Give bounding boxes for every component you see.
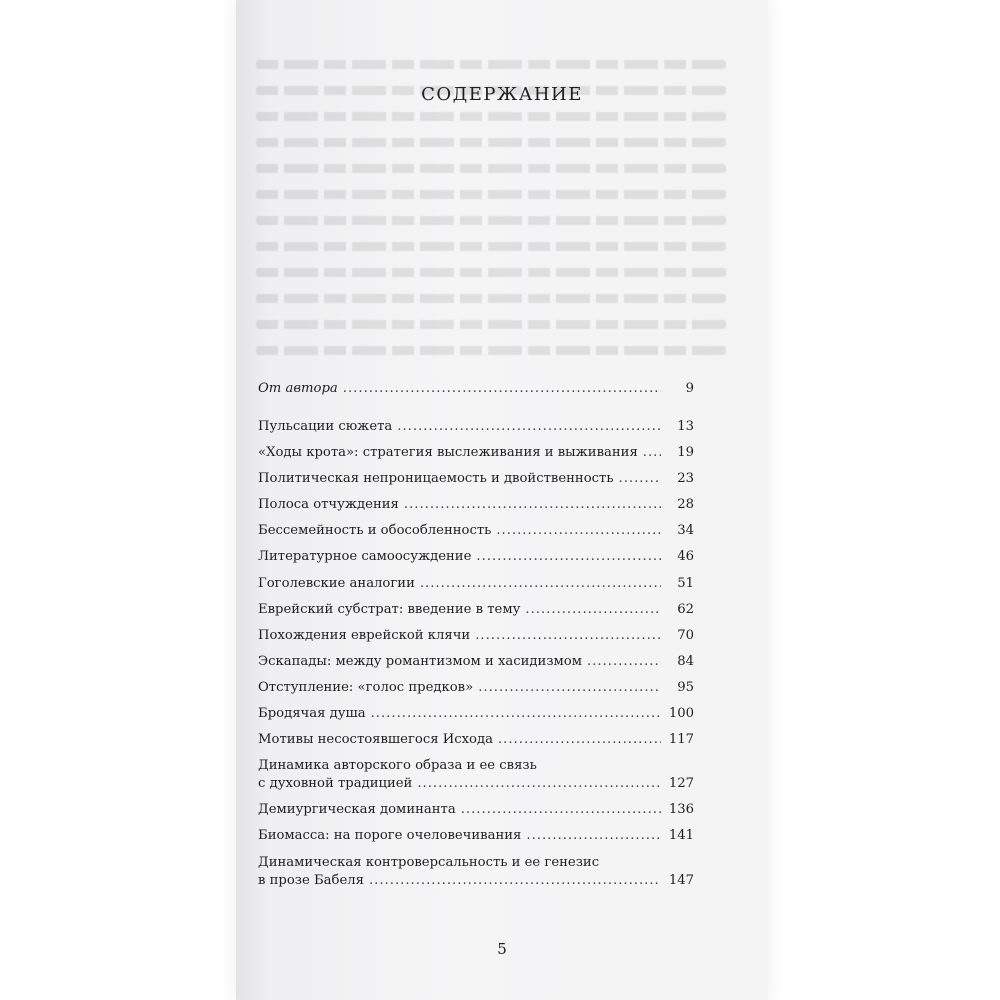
toc-entry-line: [258, 679, 694, 697]
toc-entry-title: Бродячая душа: [258, 706, 366, 722]
dot-leader: [475, 627, 661, 645]
toc-entry-title: Биомасса: на пороге очеловечивания: [258, 828, 522, 844]
toc-page-number: 84: [677, 653, 694, 669]
toc-entry-title: в прозе Бабеля: [258, 872, 364, 888]
book-page: [236, 0, 768, 1000]
dot-leader: [369, 872, 661, 890]
toc-entry-title: Отступление: «голос предков»: [258, 679, 474, 695]
toc-entry: [258, 731, 694, 749]
toc-entry: [258, 418, 694, 436]
dot-leader: [417, 775, 661, 793]
toc-entry-title: Мотивы несостоявшегося Исхода: [258, 732, 493, 748]
toc-entry-title: «Ходы крота»: стратегия выслеживания и выживания: [258, 445, 638, 461]
toc-entry-title: Динамика авторского образа и ее связь: [258, 758, 537, 774]
dot-leader: [496, 522, 661, 540]
toc-entry-line: [258, 470, 694, 488]
dot-leader: [525, 601, 661, 619]
toc-entry: [258, 757, 694, 793]
toc-entry-line: [258, 872, 694, 890]
toc-entry-line: [258, 731, 694, 749]
dot-leader: [476, 548, 661, 566]
toc-entry: [258, 653, 694, 671]
toc-page-number: 141: [668, 828, 694, 844]
dot-leader: [619, 470, 661, 488]
toc-entry-line: [258, 775, 694, 793]
toc-page-number: 100: [668, 706, 694, 722]
dot-leader: [371, 705, 661, 723]
dot-leader: [478, 679, 661, 697]
toc-entry-line: [258, 522, 694, 540]
toc-entry: [258, 548, 694, 566]
toc-entry: [258, 496, 694, 514]
dot-leader: [343, 380, 661, 398]
toc-entry: [258, 522, 694, 540]
toc-page-number: 117: [668, 732, 694, 748]
toc-entry-line: [258, 653, 694, 671]
dot-leader: [420, 575, 661, 593]
toc-entry-line: [258, 627, 694, 645]
dot-leader: [461, 801, 661, 819]
table-of-contents: [258, 380, 694, 898]
toc-entry-title: Динамическая контроверсальность и ее генезис: [258, 854, 600, 870]
toc-entry-line: [258, 444, 694, 462]
toc-page-number: 51: [677, 575, 694, 591]
toc-entry: [258, 679, 694, 697]
toc-entry-line: [258, 601, 694, 619]
toc-entry: [258, 627, 694, 645]
toc-entry-title: Пульсации сюжета: [258, 419, 393, 434]
toc-entry: [258, 705, 694, 723]
dot-leader: [397, 418, 661, 436]
toc-entry-line: [258, 757, 694, 775]
toc-page-number: 23: [677, 471, 694, 487]
toc-page-number: 28: [677, 497, 694, 513]
toc-page-number: 34: [677, 523, 694, 539]
toc-page-number: 46: [677, 549, 694, 565]
toc-entry-line: [258, 575, 694, 593]
toc-entry-line: [258, 854, 694, 872]
toc-entry-line: [258, 801, 694, 819]
toc-entry-title: Бессемейность и обособленность: [258, 523, 492, 539]
toc-entry-line: [258, 418, 694, 436]
toc-entry-line: [258, 705, 694, 723]
dot-leader: [404, 496, 661, 514]
toc-entry-line: [258, 827, 694, 845]
toc-entry-line: [258, 380, 694, 398]
toc-entry: [258, 801, 694, 819]
toc-entry-title: Еврейский субстрат: введение в тему: [258, 601, 521, 617]
toc-page-number: 19: [677, 445, 694, 461]
toc-entry-title: Литературное самоосуждение: [258, 549, 472, 565]
toc-entry: [258, 827, 694, 845]
toc-page-number: 136: [668, 802, 694, 818]
dot-leader: [498, 731, 661, 749]
toc-entry-title: с духовной традицией: [258, 776, 413, 792]
toc-entry: [258, 575, 694, 593]
toc-entry-title: Гоголевские аналогии: [258, 575, 415, 591]
toc-entry-title: Демиургическая доминанта: [258, 802, 456, 818]
toc-entry: [258, 470, 694, 488]
page-number: 5: [497, 940, 507, 958]
toc-entry: [258, 380, 694, 398]
toc-page-number: 70: [677, 627, 694, 643]
dot-leader: [526, 827, 661, 845]
toc-page-number: 9: [685, 381, 694, 396]
toc-page-number: 95: [677, 679, 694, 695]
toc-entry-title: Эскапады: между романтизмом и хасидизмом: [258, 653, 582, 669]
toc-entry-title: Полоса отчуждения: [258, 497, 399, 513]
toc-entry-title: Похождения еврейской клячи: [258, 627, 471, 643]
dot-leader: [643, 444, 661, 462]
page-title: СОДЕРЖАНИЕ: [421, 84, 583, 105]
toc-entry-title: От автора: [258, 381, 338, 396]
toc-page-number: 147: [668, 872, 694, 888]
toc-entry-title: Политическая непроницаемость и двойственность: [258, 471, 614, 487]
dot-leader: [587, 653, 661, 671]
toc-page-number: 13: [677, 419, 694, 434]
toc-entry-line: [258, 548, 694, 566]
toc-entry: [258, 601, 694, 619]
toc-page-number: 62: [677, 601, 694, 617]
toc-entry: [258, 854, 694, 890]
toc-entry: [258, 444, 694, 462]
toc-entry-line: [258, 496, 694, 514]
show-through-text: [256, 60, 726, 370]
toc-page-number: 127: [668, 776, 694, 792]
